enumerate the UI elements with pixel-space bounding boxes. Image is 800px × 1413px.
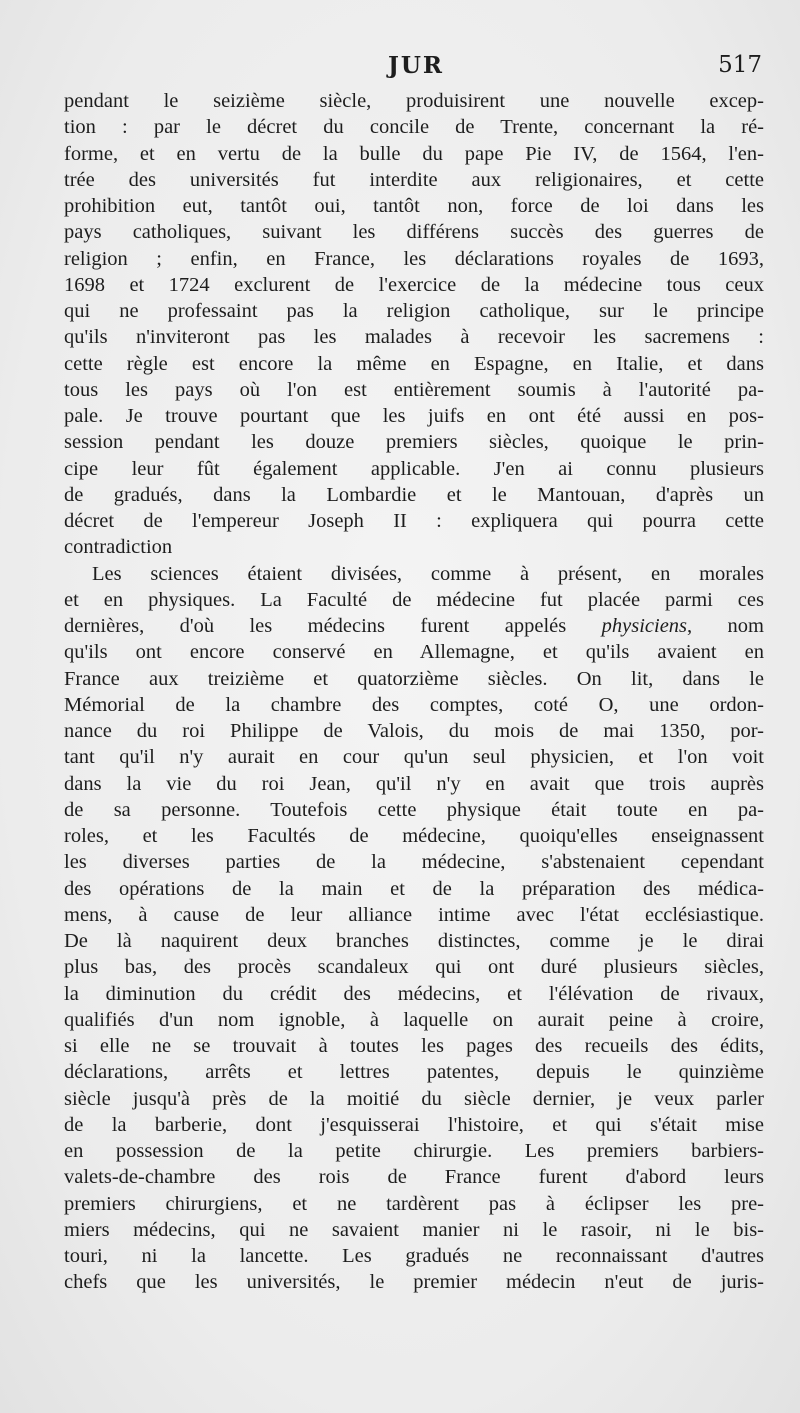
text-line: et en physiques. La Faculté de médecine fut placée parmi ces <box>64 588 764 611</box>
body-text <box>64 88 764 1296</box>
text-line: qu'ils n'inviteront pas les malades à recevoir les sacremens : <box>64 326 764 349</box>
text-line: session pendant les douze premiers siècles, quoique le prin- <box>64 431 764 454</box>
text-line: la diminution du crédit des médecins, et l'élévation de rivaux, <box>64 982 764 1005</box>
text-line: tant qu'il n'y aurait en cour qu'un seul physicien, et l'on voit <box>64 746 764 769</box>
text-line: siècle jusqu'à près de la moitié du siècle dernier, je veux parler <box>64 1087 764 1110</box>
text-line: qui ne professaint pas la religion catholique, sur le principe <box>64 300 764 322</box>
text-fragment: dernières, d'où les médecins furent appelés <box>64 615 602 637</box>
text-line: de la barberie, dont j'esquisserai l'histoire, et qui s'était mise <box>64 1113 764 1136</box>
text-line: 1698 et 1724 exclurent de l'exercice de la médecine tous ceux <box>64 273 764 296</box>
text-line: plus bas, des procès scandaleux qui ont duré plusieurs siècles, <box>64 956 764 979</box>
text-line: dans la vie du roi Jean, qu'il n'y en avait que trois auprès <box>64 772 764 795</box>
text-line: De là naquirent deux branches distinctes, comme je le dirai <box>64 930 764 952</box>
text-line: tous les pays où l'on est entièrement soumis à l'autorité pa- <box>64 378 764 401</box>
text-line: prohibition eut, tantôt oui, tantôt non, force de loi dans les <box>64 195 764 217</box>
text-line: si elle ne se trouvait à toutes les pages des recueils des édits, <box>64 1035 764 1057</box>
text-line: chefs que les universités, le premier médecin n'eut de juris- <box>64 1271 764 1294</box>
text-line: Mémorial de la chambre des comptes, coté O, une ordon- <box>64 693 764 716</box>
text-line: pendant le seizième siècle, produisirent une nouvelle excep- <box>64 90 764 112</box>
text-line: qu'ils ont encore conservé en Allemagne, et qu'ils avaient en <box>64 641 764 664</box>
text-line: religion ; enfin, en France, les déclarations royales de 1693, <box>64 247 764 270</box>
text-line: France aux treizième et quatorzième siècles. On lit, dans le <box>64 667 764 690</box>
text-line: touri, ni la lancette. Les gradués ne reconnaissant d'autres <box>64 1245 764 1267</box>
page-number: 517 <box>718 52 762 78</box>
text-fragment: , nom <box>687 615 764 637</box>
text-line: miers médecins, qui ne savaient manier ni le rasoir, ni le bis- <box>64 1218 764 1241</box>
text-line: cette règle est encore la même en Espagne, en Italie, et dans <box>64 352 764 375</box>
text-line: forme, et en vertu de la bulle du pape Pie IV, de 1564, l'en- <box>64 142 764 165</box>
text-line: décret de l'empereur Joseph II : expliquera qui pourra cette <box>64 510 764 532</box>
running-head: JUR <box>387 52 445 79</box>
text-line: de sa personne. Toutefois cette physique était toute en pa- <box>64 798 764 821</box>
page-header <box>62 52 770 86</box>
text-line: mens, à cause de leur alliance intime avec l'état ecclésiastique. <box>64 903 764 926</box>
text-line: en possession de la petite chirurgie. Les premiers barbiers- <box>64 1140 764 1162</box>
text-line: des opérations de la main et de la préparation des médica- <box>64 877 764 900</box>
text-line: qualifiés d'un nom ignoble, à laquelle on aurait peine à croire, <box>64 1008 764 1031</box>
text-line: les diverses parties de la médecine, s'abstenaient cependant <box>64 851 764 874</box>
text-line: pale. Je trouve pourtant que les juifs en ont été aussi en pos- <box>64 405 764 427</box>
text-line: roles, et les Facultés de médecine, quoiqu'elles enseignassent <box>64 825 764 847</box>
text-line: tion : par le décret du concile de Trente, concernant la ré- <box>64 116 764 139</box>
text-line: premiers chirurgiens, et ne tardèrent pas à éclipser les pre- <box>64 1192 764 1215</box>
text-line: trée des universités fut interdite aux religionaires, et cette <box>64 168 764 191</box>
text-line: nance du roi Philippe de Valois, du mois de mai 1350, por- <box>64 720 764 742</box>
text-line: déclarations, arrêts et lettres patentes, depuis le quinzième <box>64 1061 764 1084</box>
text-line: cipe leur fût également applicable. J'en ai connu plusieurs <box>64 457 764 480</box>
italic-word: physiciens <box>601 615 688 637</box>
text-line <box>64 613 764 639</box>
text-line: de gradués, dans la Lombardie et le Mantouan, d'après un <box>64 483 764 506</box>
text-line: contradiction <box>64 536 173 559</box>
text-line: Les sciences étaient divisées, comme à présent, en morales <box>92 562 764 585</box>
text-line: valets-de-chambre des rois de France furent d'abord leurs <box>64 1166 764 1189</box>
text-line: pays catholiques, suivant les différens succès des guerres de <box>64 221 764 244</box>
